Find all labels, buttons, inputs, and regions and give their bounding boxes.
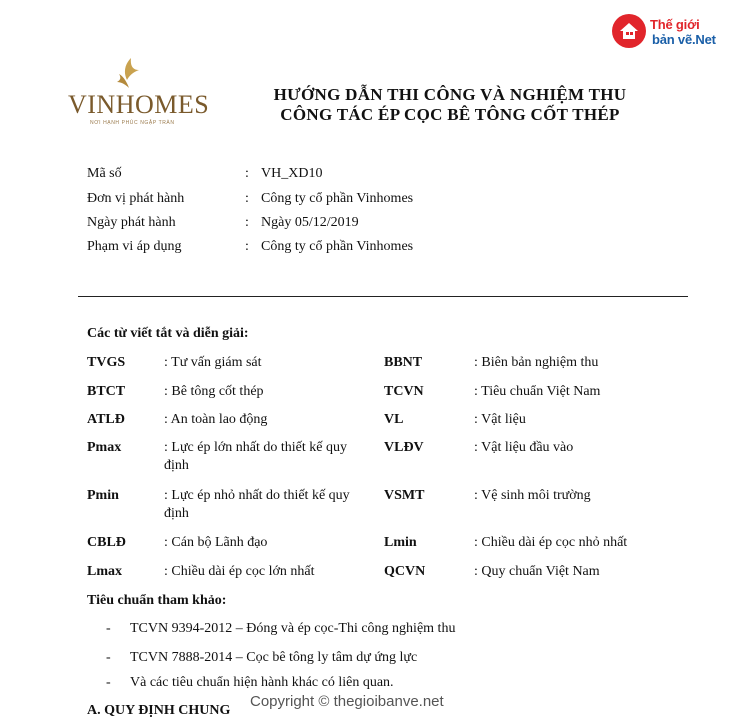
abbr-desc: : Biên bản nghiệm thu xyxy=(474,355,599,370)
company-tagline: NƠI HẠNH PHÚC NGẬP TRÀN xyxy=(90,120,175,126)
abbr-desc: : Vật liệu đầu vào xyxy=(474,440,574,455)
copyright-watermark: Copyright © thegioibanve.net xyxy=(250,693,444,710)
abbr-code: Pmax xyxy=(87,440,122,455)
abbr-code: QCVN xyxy=(384,564,426,579)
section-a-heading: A. QUY ĐỊNH CHUNG xyxy=(87,703,231,718)
house-icon xyxy=(612,14,646,48)
meta-colon: : xyxy=(245,191,249,206)
list-item-text: Và các tiêu chuẩn hiện hành khác có liên quan. xyxy=(130,675,394,690)
doc-title-line1: HƯỚNG DẪN THI CÔNG VÀ NGHIỆM THU xyxy=(273,85,627,104)
meta-colon: : xyxy=(245,166,249,181)
phoenix-icon xyxy=(113,56,147,90)
abbr-code: BBNT xyxy=(384,355,423,370)
abbr-desc: : Chiều dài ép cọc nhỏ nhất xyxy=(474,535,628,550)
list-bullet: - xyxy=(106,621,111,636)
meta-colon: : xyxy=(245,239,249,254)
abbr-desc: : Lực ép nhỏ nhất do thiết kế quy định xyxy=(164,488,350,521)
abbr-code: TVGS xyxy=(87,355,126,370)
abbr-code: VSMT xyxy=(384,488,425,503)
abbr-desc: : Tư vấn giám sát xyxy=(164,355,262,370)
abbr-desc: : Bê tông cốt thép xyxy=(164,384,264,399)
abbr-desc: : Cán bộ Lãnh đạo xyxy=(164,535,268,550)
abbr-desc: : Chiều dài ép cọc lớn nhất xyxy=(164,564,315,579)
abbr-desc: : Tiêu chuẩn Việt Nam xyxy=(474,384,601,399)
abbr-code: TCVN xyxy=(384,384,424,399)
doc-title-line2: CÔNG TÁC ÉP CỌC BÊ TÔNG CỐT THÉP xyxy=(280,105,620,124)
list-bullet: - xyxy=(106,650,111,665)
abbr-desc: : Vệ sinh môi trường xyxy=(474,488,591,503)
abbr-code: VLĐV xyxy=(384,440,424,455)
list-item-text: TCVN 7888-2014 – Cọc bê tông ly tâm dự ứng lực xyxy=(130,650,418,665)
watermark-line2: bản vẽ.Net xyxy=(652,32,716,47)
meta-value: Công ty cổ phần Vinhomes xyxy=(261,239,414,254)
abbr-desc: : An toàn lao động xyxy=(164,412,268,427)
abbr-code: Lmax xyxy=(87,564,122,579)
meta-value: Công ty cổ phần Vinhomes xyxy=(261,191,414,206)
watermark-line1: Thế giới xyxy=(650,17,700,32)
abbreviations-heading: Các từ viết tắt và diễn giải: xyxy=(87,326,249,341)
meta-value: Ngày 05/12/2019 xyxy=(261,215,359,230)
abbr-code: BTCT xyxy=(87,384,126,399)
standards-heading: Tiêu chuẩn tham khảo: xyxy=(87,593,227,608)
meta-label: Ngày phát hành xyxy=(87,215,176,230)
list-item-text: TCVN 9394-2012 – Đóng và ép cọc-Thi công nghiệm thu xyxy=(130,621,456,636)
meta-colon: : xyxy=(245,215,249,230)
list-bullet: - xyxy=(106,675,111,690)
company-logo xyxy=(68,56,210,126)
meta-label: Đơn vị phát hành xyxy=(87,191,185,206)
abbr-code: CBLĐ xyxy=(87,535,126,550)
divider xyxy=(78,296,688,297)
company-name: VINHOMES xyxy=(68,90,210,119)
meta-label: Mã số xyxy=(87,166,122,181)
meta-value: VH_XD10 xyxy=(261,166,323,181)
abbr-code: Pmin xyxy=(87,488,119,503)
meta-label: Phạm vi áp dụng xyxy=(87,239,182,254)
abbr-desc: : Quy chuẩn Việt Nam xyxy=(474,564,600,579)
abbr-code: VL xyxy=(384,412,404,427)
abbr-code: ATLĐ xyxy=(87,412,125,427)
watermark-logo xyxy=(612,14,730,50)
abbr-desc: : Vật liệu xyxy=(474,412,526,427)
abbr-code: Lmin xyxy=(384,535,417,550)
abbr-desc: : Lực ép lớn nhất do thiết kế quy định xyxy=(164,440,347,473)
